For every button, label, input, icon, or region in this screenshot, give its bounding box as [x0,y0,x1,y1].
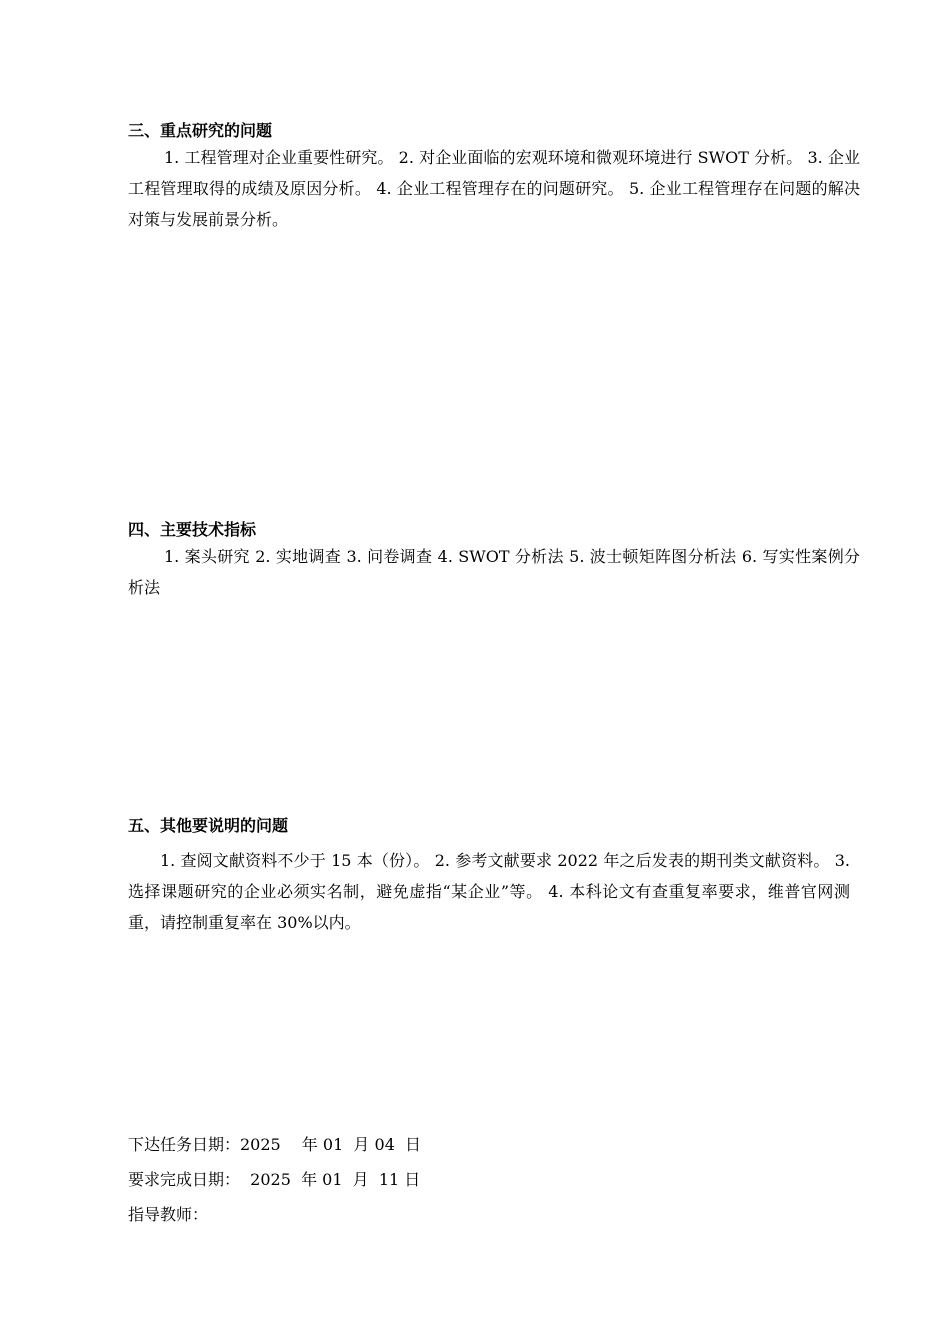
section-3-body: 1. 工程管理对企业重要性研究。 2. 对企业面临的宏观环境和微观环境进行 SWOT 分析。 3. 企业工程管理取得的成绩及原因分析。 4. 企业工程管理存在的问题研究。 5. 企业工程管理存在问题的解决对策与发展前景分析。 [128,148,860,229]
section-5-heading: 五、其他要说明的问题 [128,816,289,835]
due-date-line: 要求完成日期： 2025 年 01 月 11 日 [128,1170,421,1189]
section-4-heading: 四、主要技术指标 [128,520,257,539]
section-5-body: 1. 查阅文献资料不少于 15 本（份）。 2. 参考文献要求 2022 年之后发表的期刊类文献资料。 3. 选择课题研究的企业必须实名制，避免虚指“某企业”等。 4. 本科论文有查重复率要求，维普官网测重，请控制重复率在 30%以内。 [128,851,850,932]
section-4-body: 1. 案头研究 2. 实地调查 3. 问卷调查 4. SWOT 分析法 5. 波士顿矩阵图分析法 6. 写实性案例分析法 [128,547,860,597]
section-3-heading: 三、重点研究的问题 [128,121,273,140]
advisor-line: 指导教师： [128,1205,209,1224]
issue-date-line: 下达任务日期：2025 年 01 月 04 日 [128,1135,422,1154]
